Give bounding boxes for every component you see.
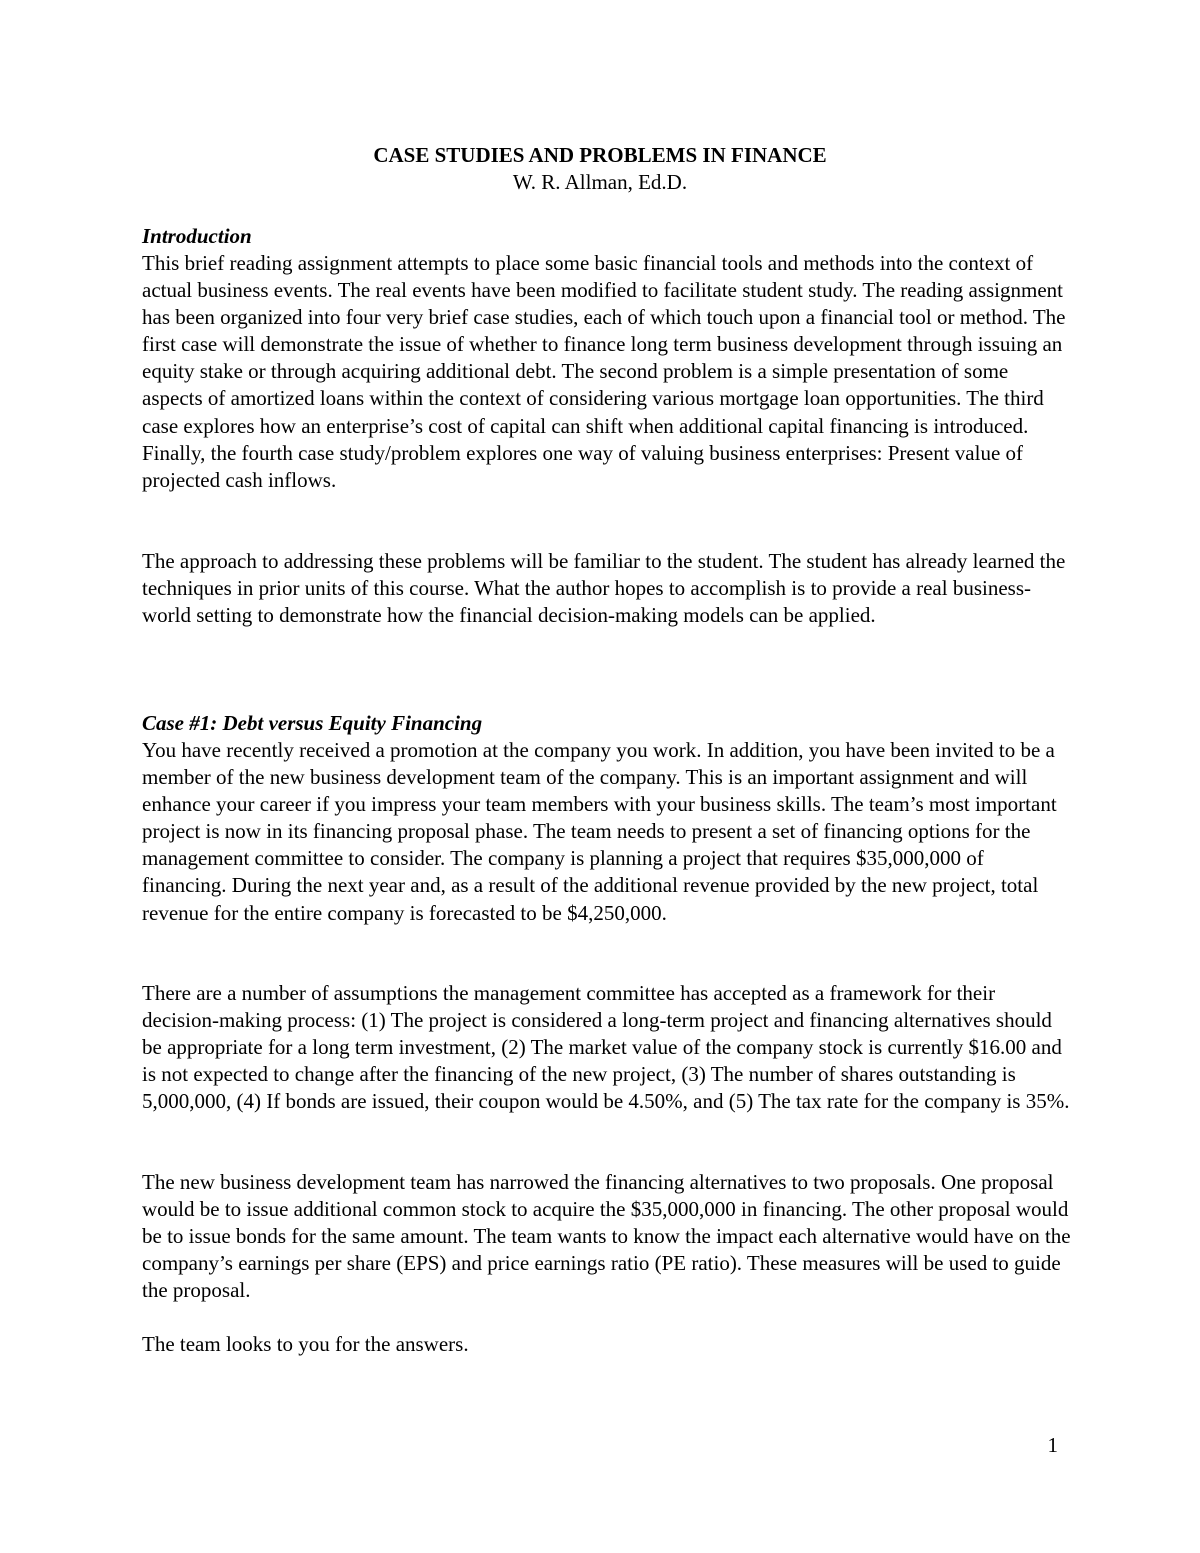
document-title: CASE STUDIES AND PROBLEMS IN FINANCE	[373, 143, 827, 167]
page-number: 1	[1047, 1433, 1058, 1457]
case1-paragraph-1-block	[142, 737, 1072, 927]
case1-paragraph-2-block	[142, 980, 1072, 1115]
case1-heading-block	[142, 710, 1072, 737]
case1-paragraph-1: You have recently received a promotion at the company you work. In addition, you have been invited to be a member of the new business development team of the company. This is an important assignment and will enhance your career if you impress your team members with your business skills. The team’s most important project is now in its financing proposal phase. The team needs to present a set of financing options for the management committee to consider. The company is planning a project that requires $35,000,000 of financing. During the next year and, as a result of the additional revenue provided by the new project, total revenue for the entire company is forecasted to be $4,250,000.	[142, 738, 1057, 925]
introduction-heading-block	[142, 223, 1072, 250]
document-author: W. R. Allman, Ed.D.	[512, 170, 688, 194]
case1-paragraph-3: The new business development team has narrowed the financing alternatives to two proposals. One proposal would be to issue additional common stock to acquire the $35,000,000 in financing. The other proposal would be to issue bonds for the same amount. The team wants to know the impact each alternative would have on the company’s earnings per share (EPS) and price earnings ratio (PE ratio). These measures will be used to guide the proposal.	[142, 1170, 1071, 1303]
introduction-paragraph-1: This brief reading assignment attempts to place some basic financial tools and methods into the context of actual business events. The real events have been modified to facilitate student study. The reading assignment has been organized into four very brief case studies, each of which touch upon a financial tool or method. The first case will demonstrate the issue of whether to finance long term business development through issuing an equity stake or through acquiring additional debt. The second problem is a simple presentation of some aspects of amortized loans within the context of considering various mortgage loan opportunities. The third case explores how an enterprise’s cost of capital can shift when additional capital financing is introduced. Finally, the fourth case study/problem explores one way of valuing business enterprises: Present value of projected cash inflows.	[142, 251, 1066, 492]
introduction-paragraph-2: The approach to addressing these problems will be familiar to the student. The student has already learned the techniques in prior units of this course. What the author hopes to accomplish is to provide a real business-world setting to demonstrate how the financial decision-making models can be applied.	[142, 549, 1066, 628]
case1-paragraph-4-block	[142, 1331, 1072, 1358]
case1-heading: Case #1: Debt versus Equity Financing	[142, 711, 483, 735]
case1-paragraph-4: The team looks to you for the answers.	[142, 1332, 469, 1356]
case1-paragraph-3-block	[142, 1169, 1072, 1304]
introduction-paragraph-1-block	[142, 250, 1072, 494]
case1-paragraph-2: There are a number of assumptions the management committee has accepted as a framework for their decision-making process: (1) The project is considered a long-term project and financing alternatives should be appropriate for a long term investment, (2) The market value of the company stock is currently $16.00 and is not expected to change after the financing of the new project, (3) The number of shares outstanding is 5,000,000, (4) If bonds are issued, their coupon would be 4.50%, and (5) The tax rate for the company is 35%.	[142, 981, 1070, 1114]
introduction-heading: Introduction	[142, 224, 252, 248]
introduction-paragraph-2-block	[142, 548, 1072, 629]
